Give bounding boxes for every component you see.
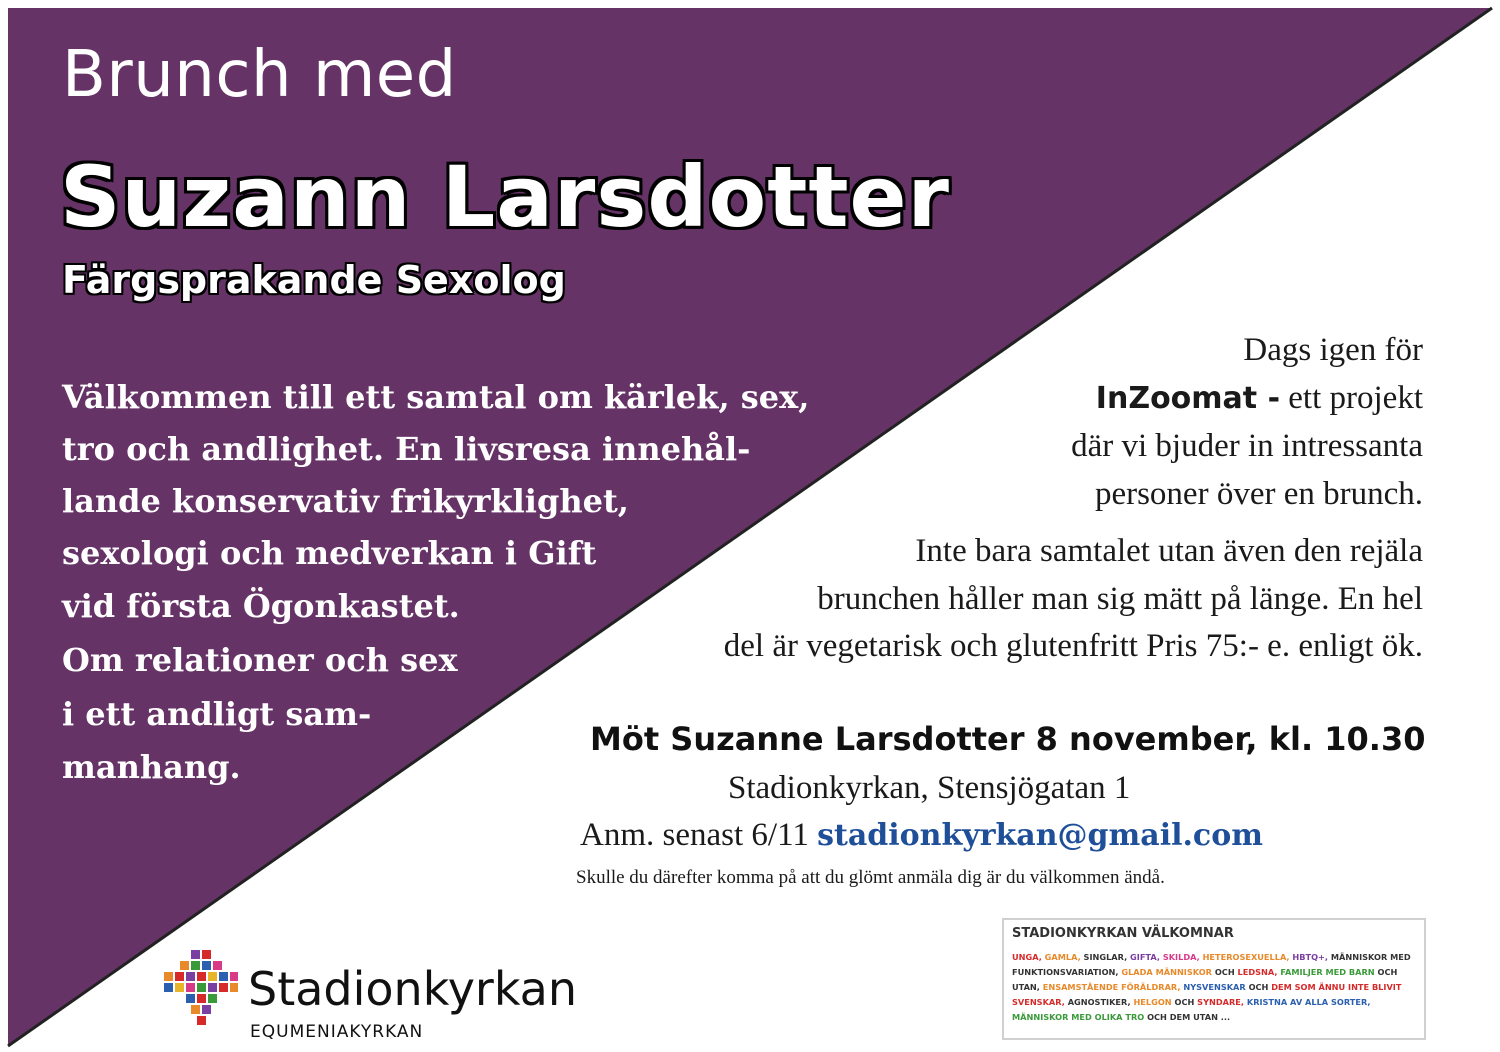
welcome-word: GLADA MÄNNISKOR — [1121, 967, 1215, 977]
welcome-word: OCH DEM UTAN ... — [1147, 1012, 1231, 1022]
intro-line: lande konservativ frikyrklighet, — [62, 482, 629, 520]
signup-line — [580, 817, 1263, 854]
welcome-word: DEM SOM ÄNNU INTE BLIVIT SVENSKAR, — [1012, 982, 1402, 1007]
intro-line: tro och andlighet. En livsresa innehål- — [62, 430, 751, 468]
intro-line: Om relationer och sex — [62, 641, 458, 679]
logo-name: Stadionkyrkan — [248, 962, 578, 1016]
project-line: Dags igen för — [1243, 332, 1423, 368]
welcome-word: FAMILJER MED BARN — [1280, 967, 1378, 977]
brunch-line: del är vegetarisk och glutenfritt Pris 75:- e. enligt ök. — [723, 628, 1423, 664]
welcome-word: MÄNNISKOR MED OLIKA TRO — [1012, 1012, 1148, 1022]
email-link[interactable]: stadionkyrkan@gmail.com — [817, 818, 1263, 853]
logo-subtitle: EQUMENIAKYRKAN — [250, 1022, 424, 1042]
event-title: Möt Suzanne Larsdotter 8 november, kl. 10.30 — [590, 720, 1426, 758]
intro-line: sexologi och medverkan i Gift — [62, 534, 597, 572]
welcome-word: LEDSNA, — [1237, 967, 1281, 977]
brunch-line: brunchen håller man sig mätt på länge. En hel — [817, 581, 1423, 617]
welcome-word: OCH — [1214, 967, 1238, 977]
welcome-word: GIFTA, — [1130, 952, 1163, 962]
project-name: InZoomat - — [1095, 381, 1281, 416]
welcome-word: UNGA, — [1012, 952, 1045, 962]
welcome-word: GAMLA, — [1044, 952, 1084, 962]
welcome-word: HETEROSEXUELLA, — [1202, 952, 1293, 962]
welcome-word: SYNDARE, — [1197, 997, 1247, 1007]
signup-prefix: Anm. senast 6/11 — [580, 817, 818, 853]
welcome-word: MÄNNISKOR MED FUNKTIONSVARIATION, — [1012, 952, 1411, 977]
project-line — [1096, 380, 1423, 417]
project-line: där vi bjuder in intressanta — [1071, 428, 1423, 464]
welcome-title: STADIONKYRKAN VÄLKOMNAR — [1012, 926, 1234, 941]
welcome-word: SINGLAR, — [1083, 952, 1131, 962]
welcome-word: HBTQ+, — [1292, 952, 1331, 962]
welcome-word: OCH — [1174, 997, 1198, 1007]
welcome-word: SKILDA, — [1162, 952, 1203, 962]
intro-line: vid första Ögonkastet. — [62, 587, 460, 625]
brunch-line: Inte bara samtalet utan även den rejäla — [915, 533, 1423, 569]
signup-note: Skulle du därefter komma på att du glömt anmäla dig är du välkommen ändå. — [576, 867, 1165, 888]
intro-line: manhang. — [62, 748, 241, 786]
speaker-subtitle: Färgsprakande Sexolog — [62, 258, 566, 302]
project-line-rest: ett projekt — [1280, 380, 1423, 416]
welcome-word: OCH UTAN, — [1012, 967, 1398, 992]
welcome-word: ENSAMSTÅENDE FÖRÄLDRAR, — [1042, 982, 1184, 992]
welcome-text — [1012, 950, 1416, 1025]
welcome-word: AGNOSTIKER, — [1067, 997, 1134, 1007]
cross-mosaic-icon — [162, 948, 240, 1026]
welcome-word: HELGON — [1133, 997, 1175, 1007]
welcome-box — [1002, 918, 1426, 1040]
welcome-word: KRISTNA AV ALLA SORTER, — [1246, 997, 1371, 1007]
welcome-word: OCH — [1248, 982, 1272, 992]
intro-line: Välkommen till ett samtal om kärlek, sex, — [62, 378, 810, 416]
project-line: personer över en brunch. — [1094, 476, 1423, 512]
speaker-name: Suzann Larsdotter — [60, 148, 950, 246]
welcome-word: NYSVENSKAR — [1183, 982, 1249, 992]
intro-line: i ett andligt sam- — [62, 695, 372, 733]
event-venue: Stadionkyrkan, Stensjögatan 1 — [728, 770, 1131, 806]
pre-title: Brunch med — [62, 38, 457, 112]
